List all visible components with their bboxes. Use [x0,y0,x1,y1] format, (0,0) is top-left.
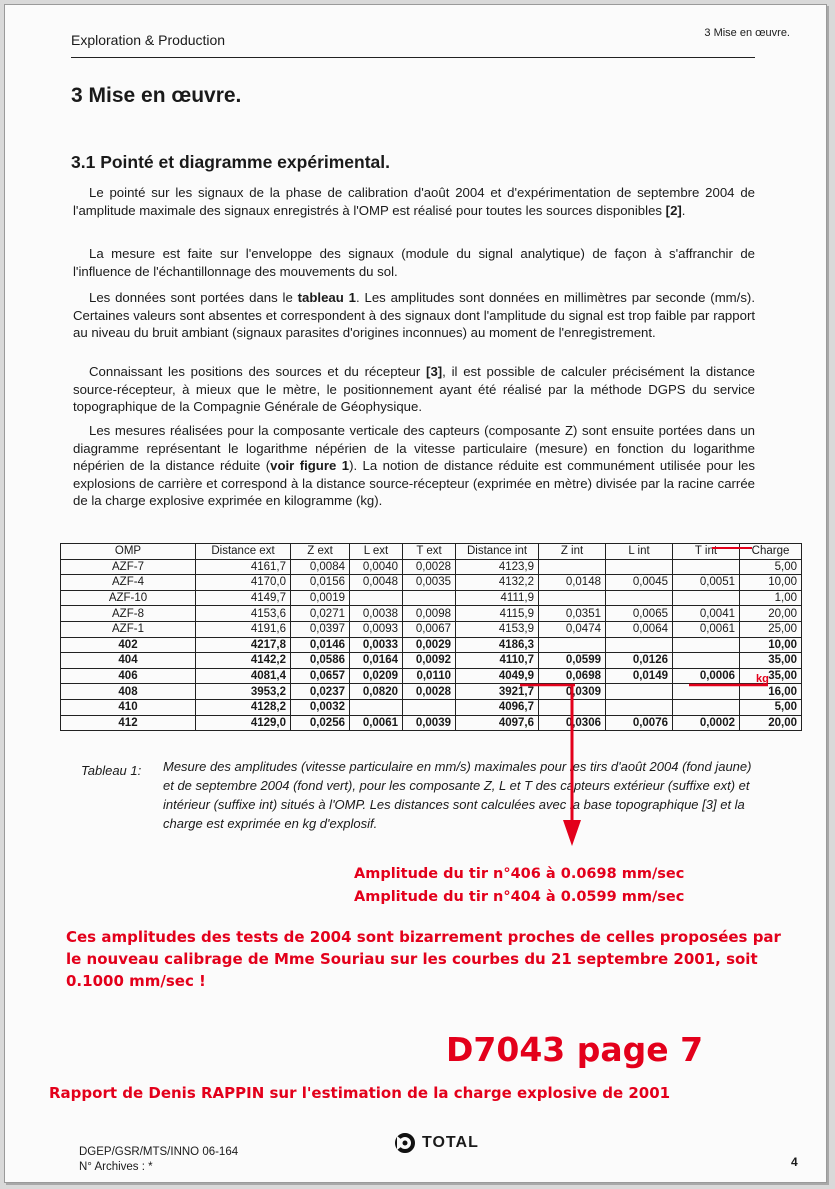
reference-label: D7043 page 7 [446,1030,704,1069]
paragraph-2: La mesure est faite sur l'enveloppe des signaux (module du signal analytique) de façon à s'affranchir de l'influence de l'échantillonnage des mouvements du sol. [73,246,755,279]
header-left: Exploration & Production [71,32,226,48]
table-cell: 4097,6 [456,715,539,731]
report-title: Rapport de Denis RAPPIN sur l'estimation de la charge explosive de 2001 [49,1084,671,1102]
table-cell: 5,00 [740,699,802,715]
table-cell: 10,00 [740,637,802,653]
table-cell [539,637,606,653]
amplitude-table [60,543,802,731]
table-cell: 410 [61,699,196,715]
page-number: 4 [791,1155,798,1169]
col-distance-int: Distance int [456,544,539,560]
table-cell: 0,0033 [350,637,403,653]
table-cell: 0,0064 [606,621,673,637]
table-cell: 0,0048 [350,575,403,591]
table-cell: 4217,8 [196,637,291,653]
table-cell: 0,0110 [403,668,456,684]
header-right: 3 Mise en œuvre. [704,27,790,39]
table-cell: 1,00 [740,590,802,606]
table-cell [673,559,740,575]
table-cell: 408 [61,684,196,700]
col-t-ext: T ext [403,544,456,560]
table-row [61,715,802,731]
table-cell: 0,0028 [403,684,456,700]
table-cell: 0,0041 [673,606,740,622]
table-cell: AZF-10 [61,590,196,606]
table-cell: 0,0256 [291,715,350,731]
table-cell: 0,0051 [673,575,740,591]
table-row [61,653,802,669]
table-cell [673,699,740,715]
table-cell: 0,0061 [350,715,403,731]
col-charge: Charge [740,544,802,560]
table-cell [539,699,606,715]
col-l-int: L int [606,544,673,560]
table-cell [606,590,673,606]
table-cell: 0,0002 [673,715,740,731]
table-cell: 4111,9 [456,590,539,606]
paragraph-5: Les mesures réalisées pour la composante verticale des capteurs (composante Z) sont ensuite portées dans un diagramme représentant le logarithme népérien de la vitesse particulaire (mesure) en fonction du logarithme népérien de la distance réduite (voir figure 1). La notion de distance réduite est communément utilisée pour les explosions de carrière et correspond à la distance source-récepteur (exprimée en mètre) divisée par la racine carrée de la charge explosive exprimée en kilogramme (kg). [73,423,755,508]
table-cell [403,699,456,715]
table-cell: 20,00 [740,606,802,622]
table-cell: 0,0065 [606,606,673,622]
table-row [61,637,802,653]
col-l-ext: L ext [350,544,403,560]
table-cell: 25,00 [740,621,802,637]
amplitude-note-404: Amplitude du tir n°404 à 0.0599 mm/sec [354,889,685,905]
table-cell: 0,0019 [291,590,350,606]
table-cell: 0,0657 [291,668,350,684]
table-row [61,621,802,637]
table-cell: 0,0156 [291,575,350,591]
comment-note: Ces amplitudes des tests de 2004 sont bizarrement proches de celles proposées par le nouveau calibrage de Mme Souriau sur les courbes du 21 septembre 2001, soit 0.1000 mm/sec ! [66,928,781,990]
caption-label: Tableau 1: [81,763,142,778]
col-distance-ext: Distance ext [196,544,291,560]
table-cell: AZF-8 [61,606,196,622]
table-cell: AZF-1 [61,621,196,637]
table-cell: 402 [61,637,196,653]
amplitude-note-406: Amplitude du tir n°406 à 0.0698 mm/sec [354,866,685,882]
table-body [61,559,802,731]
kg-annotation: kg [756,673,769,685]
table-cell [606,699,673,715]
table-cell: 4123,9 [456,559,539,575]
table-cell: 0,0820 [350,684,403,700]
table-cell: 0,0209 [350,668,403,684]
col-t-int: T int [673,544,740,560]
table-cell: 4170,0 [196,575,291,591]
table-cell: 35,00 [740,668,802,684]
table-cell: 0,0586 [291,653,350,669]
table-row [61,699,802,715]
table-cell: 3953,2 [196,684,291,700]
table-cell: 4128,2 [196,699,291,715]
table-cell: 0,0306 [539,715,606,731]
table-cell: AZF-4 [61,575,196,591]
table-cell: 412 [61,715,196,731]
table-cell: 0,0084 [291,559,350,575]
total-logo-icon [394,1132,416,1154]
table-cell: 3921,7 [456,684,539,700]
table-cell: 0,0092 [403,653,456,669]
table-cell [606,559,673,575]
table-cell: 4132,2 [456,575,539,591]
table-cell: 0,0029 [403,637,456,653]
table-row [61,590,802,606]
table-cell: 4129,0 [196,715,291,731]
table-cell: 0,0237 [291,684,350,700]
table-cell: 4161,7 [196,559,291,575]
table-cell [673,590,740,606]
table-cell: 4149,7 [196,590,291,606]
table-cell [403,590,456,606]
table-row [61,559,802,575]
total-logo [394,1132,479,1154]
table-cell [350,590,403,606]
col-z-ext: Z ext [291,544,350,560]
table-cell: 5,00 [740,559,802,575]
table-cell: 4153,9 [456,621,539,637]
table-cell: 0,0164 [350,653,403,669]
paragraph-3: Les données sont portées dans le tableau 1. Les amplitudes sont données en millimètres par seconde (mm/s). Certaines valeurs sont absentes et correspondent à des signaux dont l'amplitude du signal est trop faible par rapport au niveau du bruit ambiant (signaux parasites d'origines inconnues) au moment de l'enregistrement. [73,290,755,340]
total-logo-text: TOTAL [422,1134,479,1151]
table-cell [673,684,740,700]
table-cell [539,559,606,575]
table-cell: 406 [61,668,196,684]
table-cell: 404 [61,653,196,669]
table-cell [539,590,606,606]
paragraph-4: Connaissant les positions des sources et du récepteur [3], il est possible de calculer précisément la distance source-récepteur, à mieux que le mètre, le positionnement ayant été réalisé par la méthode DGPS du service topographique de la Compagnie Générale de Géophysique. [73,364,755,414]
table-cell: 0,0039 [403,715,456,731]
table-cell: 20,00 [740,715,802,731]
table-cell: 4081,4 [196,668,291,684]
paragraph-1: Le pointé sur les signaux de la phase de calibration d'août 2004 et d'expérimentation de septembre 2004 de l'amplitude maximale des signaux enregistrés à l'OMP est réalisé pour toutes les sources disponibles [2]. [73,185,755,218]
table-cell: 0,0093 [350,621,403,637]
table-cell: 0,0028 [403,559,456,575]
table-cell [606,637,673,653]
table-cell: 0,0035 [403,575,456,591]
table-cell: 0,0397 [291,621,350,637]
table-cell: 4115,9 [456,606,539,622]
table-cell: AZF-7 [61,559,196,575]
table-cell: 0,0698 [539,668,606,684]
table-cell: 0,0148 [539,575,606,591]
table-cell: 0,0599 [539,653,606,669]
table-cell [606,684,673,700]
table-cell: 0,0149 [606,668,673,684]
table-cell [350,699,403,715]
footer-code: DGEP/GSR/MTS/INNO 06-164 [79,1146,239,1158]
table-cell: 4153,6 [196,606,291,622]
table-cell: 10,00 [740,575,802,591]
table-cell: 0,0076 [606,715,673,731]
table-cell: 0,0032 [291,699,350,715]
table-cell: 0,0351 [539,606,606,622]
table-cell: 0,0045 [606,575,673,591]
table-row [61,575,802,591]
table-cell: 0,0098 [403,606,456,622]
table-cell: 0,0126 [606,653,673,669]
table-cell: 0,0061 [673,621,740,637]
table-row [61,684,802,700]
subsection-title: 3.1 Pointé et diagramme expérimental. [71,152,391,172]
table-cell: 4049,9 [456,668,539,684]
table-cell: 0,0309 [539,684,606,700]
section-title: 3 Mise en œuvre. [71,84,242,107]
table-cell: 4096,7 [456,699,539,715]
table-row [61,606,802,622]
table-cell: 0,0067 [403,621,456,637]
table-cell [673,653,740,669]
table-cell: 0,0006 [673,668,740,684]
table-cell: 0,0271 [291,606,350,622]
table-cell [673,637,740,653]
table-cell: 35,00 [740,653,802,669]
table-cell: 0,0040 [350,559,403,575]
table-cell: 0,0474 [539,621,606,637]
table-cell: 4191,6 [196,621,291,637]
table-cell: 4186,3 [456,637,539,653]
table-cell: 4110,7 [456,653,539,669]
table-cell: 16,00 [740,684,802,700]
table-cell: 0,0146 [291,637,350,653]
table-header-row [61,544,802,560]
header-rule [71,57,755,58]
col-omp: OMP [61,544,196,560]
document-page [4,4,827,1183]
caption-text: Mesure des amplitudes (vitesse particulaire en mm/s) maximales pour les tirs d'août 2004 (fond jaune) et de septembre 2004 (fond vert), pour les composante Z, L et T des capteurs extérieur (suffixe ext) et intérieur (suffixe int) situés à l'OMP. Les distances sont calculées avec la base topographique [3] et la charge est exprimée en kg d'explosif. [163,759,752,831]
table-row [61,668,802,684]
table-cell: 0,0038 [350,606,403,622]
footer-archives: N° Archives : * [79,1161,153,1173]
col-z-int: Z int [539,544,606,560]
table-cell: 4142,2 [196,653,291,669]
